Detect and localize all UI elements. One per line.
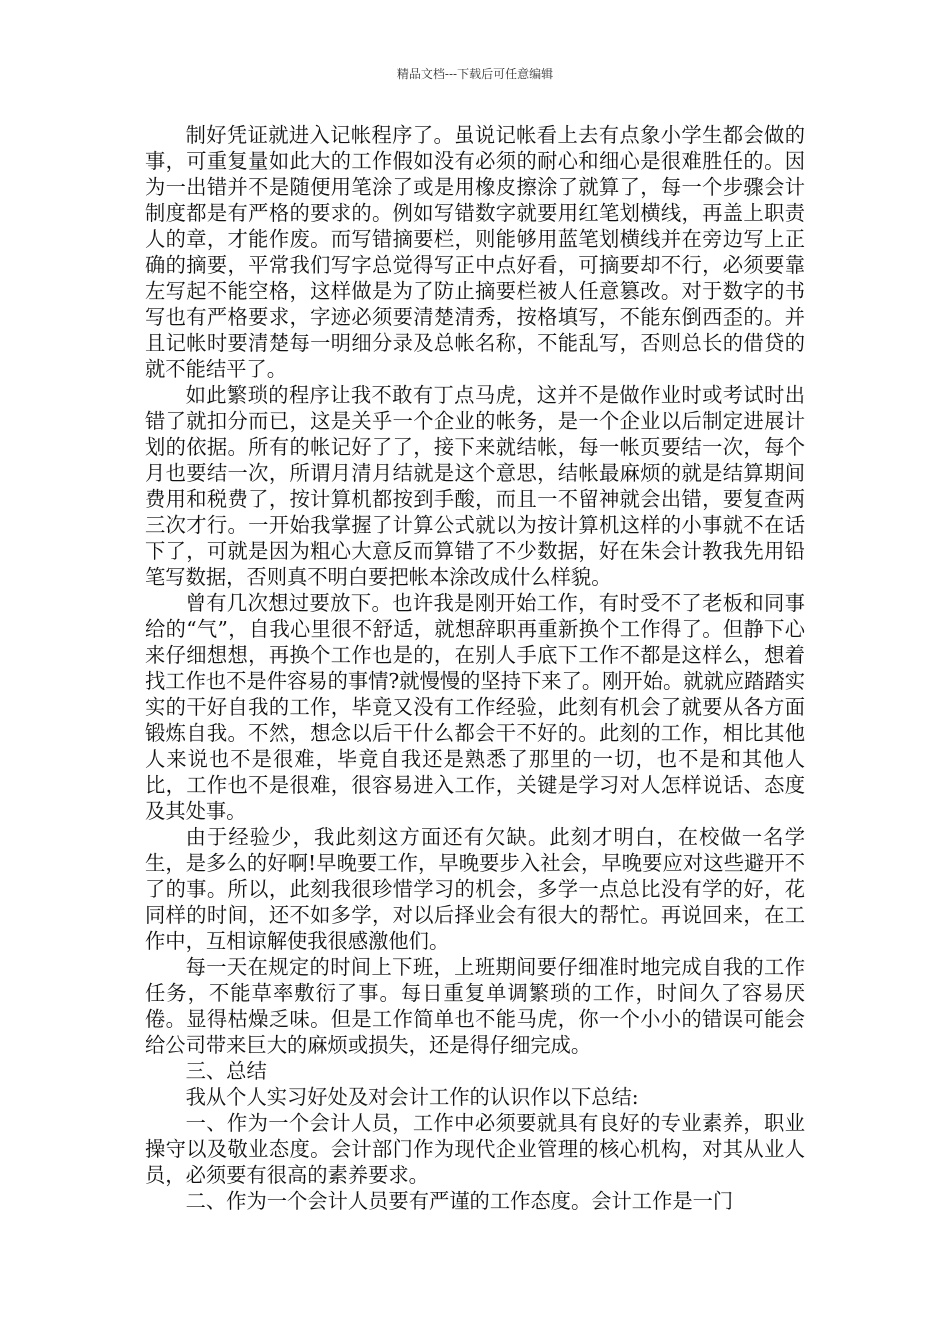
paragraph-lack-of-experience: 由于经验少，我此刻这方面还有欠缺。此刻才明白，在校做一名学生，是多么的好啊!早晚要工作，早晚要步入社会，早晚要应对这些避开不了的事。所以，此刻我很珍惜学习的机会，多学一点总比没有学的好，花同样的时间，还不如多学，对以后择业会有很大的帮忙。再说回来，在工作中，互相谅解使我很感激他们。 [145, 825, 805, 953]
section-heading-summary: 三、总结 [185, 1059, 267, 1083]
paragraph-daily-work: 每一天在规定的时间上下班，上班期间要仔细准时地完成自我的工作任务，不能草率敷衍了事。每日重复单调繁琐的工作，时间久了容易厌倦。显得枯燥乏味。但是工作简单也不能马虎，你一个小小的错误可能会给公司带来巨大的麻烦或损失，还是得仔细完成。 [145, 955, 805, 1057]
paragraph-bookkeeping-process: 制好凭证就进入记帐程序了。虽说记帐看上去有点象小学生都会做的事，可重复量如此大的工作假如没有必须的耐心和细心是很难胜任的。因为一出错并不是随便用笔涂了或是用橡皮擦涂了就算了，每一个步骤会计制度都是有严格的要求的。例如写错数字就要用红笔划横线，再盖上职责人的章，才能作废。而写错摘要栏，则能够用蓝笔划横线并在旁边写上正确的摘要，平常我们写字总觉得写正中点好看，可摘要却不行，必须要靠左写起不能空格，这样做是为了防止摘要栏被人任意篡改。对于数字的书写也有严格要求，字迹必须要清楚清秀，按格填写，不能东倒西歪的。并且记帐时要清楚每一明细分录及总帐名称，不能乱写，否则总长的借贷的就不能结平了。 [145, 123, 805, 381]
paragraph-summary-point-2: 二、作为一个会计人员要有严谨的工作态度。会计工作是一门 [185, 1189, 734, 1213]
page-header: 精品文档---下载后可任意编辑 [396, 67, 554, 81]
paragraph-summary-intro: 我从个人实习好处及对会计工作的认识作以下总结: [185, 1085, 639, 1109]
paragraph-summary-point-1: 一、作为一个会计人员，工作中必须要就具有良好的专业素养，职业操守以及敬业态度。会计部门作为现代企业管理的核心机构，对其从业人员，必须要有很高的素养要求。 [145, 1111, 805, 1187]
paragraph-closing-accounts: 如此繁琐的程序让我不敢有丁点马虎，这并不是做作业时或考试时出错了就扣分而已，这是关乎一个企业的帐务，是一个企业以后制定进展计划的依据。所有的帐记好了了，接下来就结帐，每一帐页要结一次，每个月也要结一次，所谓月清月结就是这个意思，结帐最麻烦的就是结算期间费用和税费了，按计算机都按到手酸，而且一不留神就会出错，要复查两三次才行。一开始我掌握了计算公式就以为按计算机这样的小事就不在话下了，可就是因为粗心大意反而算错了不少数据，好在朱会计教我先用铅笔写数据，否则真不明白要把帐本涂改成什么样貌。 [145, 383, 805, 589]
paragraph-wanting-to-quit: 曾有几次想过要放下。也许我是刚开始工作，有时受不了老板和同事给的“气”，自我心里很不舒适，就想辞职再重新换个工作得了。但静下心来仔细想想，再换个工作也是的，在别人手底下工作不都是这样么，想着找工作也不是件容易的事情?就慢慢的坚持下来了。刚开始。就就应踏踏实实的干好自我的工作，毕竟又没有工作经验，此刻有机会了就要从各方面锻炼自我。不然，想念以后干什么都会干不好的。此刻的工作，相比其他人来说也不是很难，毕竟自我还是熟悉了那里的一切，也不是和其他人比，工作也不是很难，很容易进入工作，关键是学习对人怎样说话、态度及其处事。 [145, 591, 805, 823]
document-body [145, 122, 805, 1214]
